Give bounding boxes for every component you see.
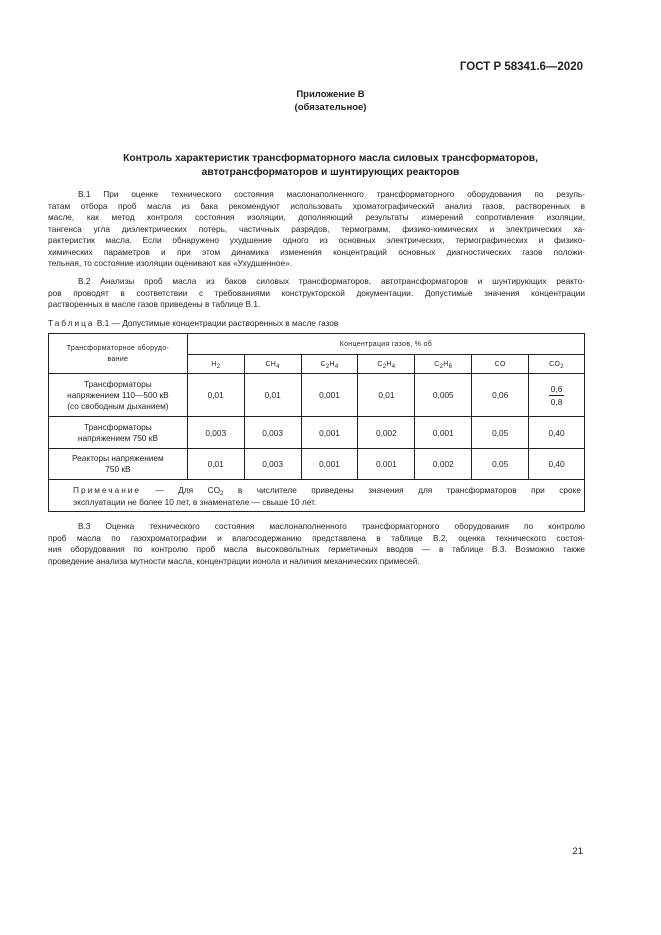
value-cell: 0,002 xyxy=(358,417,415,449)
paragraph-line: проб масла по газохроматографии и влагосодержанию представлена в таблице В.2, оценка технического состоя- xyxy=(48,532,585,543)
gas-header-co2: $CO_2$ xyxy=(529,355,585,374)
equipment-cell: Трансформаторы напряжением 750 кВ xyxy=(49,417,188,449)
value-cell: 0,001 xyxy=(301,374,358,417)
table-note xyxy=(49,480,585,512)
value-cell: 0,002 xyxy=(415,449,472,480)
table-row xyxy=(49,374,585,417)
value-cell: 0,001 xyxy=(301,417,358,449)
gas-header-c2h4-second: $C_2H_4$ xyxy=(358,355,415,374)
gas-header-ch4: $CH_4$ xyxy=(244,355,301,374)
value-cell: 0,01 xyxy=(187,449,244,480)
paragraph-line: масле, как метод контроля состояния изоляции, дополняющий результаты измерений сопротивления изоляции, xyxy=(48,212,585,222)
table-row xyxy=(49,417,585,449)
value-cell: 0,01 xyxy=(244,374,301,417)
paragraph-line: татам отбора проб масла из бака рекомендуют использовать хроматографический анализ газов, растворенных в xyxy=(48,200,585,211)
gas-header-c2h6: $C_2H_6$ xyxy=(415,355,472,374)
value-cell: 0,05 xyxy=(472,417,529,449)
standard-designation: ГОСТ Р 58341.6—2020 xyxy=(459,61,583,73)
value-cell: 0,003 xyxy=(244,449,301,480)
section-title xyxy=(60,152,601,180)
paragraph-line: ния оборудования по контролю проб масла высоковольтных герметичных вводов — в таблице В.3. Возможно также xyxy=(48,544,585,554)
concentration-group-header: Концентрация газов, % об xyxy=(187,334,584,355)
paragraph-b1 xyxy=(48,189,585,270)
equipment-header-line: Трансформаторное оборудо- xyxy=(66,344,170,352)
appendix-title: Приложение В xyxy=(296,89,365,100)
value-cell: 0,001 xyxy=(358,449,415,480)
equipment-column-header xyxy=(49,334,188,374)
paragraph-line: ров проводят в соответствии с требованиями конструкторской документации. Допустимые значения концентрации xyxy=(48,287,585,298)
gas-header-c2h4: $C_2H_4$ xyxy=(301,355,358,374)
section-title-line: Контроль характеристик трансформаторного масла силовых трансформаторов, xyxy=(123,153,538,164)
paragraph-line: В.3 Оценка технического состояния маслонаполненного трансформаторного оборудования по контролю xyxy=(78,521,585,531)
co2-fraction xyxy=(549,383,565,408)
section-title-line: автотрансформаторов и шунтирующих реакторов xyxy=(201,167,460,178)
note-line: Примечание — Для $CO_2$ в числителе приведены значения для трансформаторов при сроке xyxy=(73,485,581,497)
value-cell: 0,01 xyxy=(187,374,244,417)
value-cell: 0,003 xyxy=(244,417,301,449)
appendix-status: (обязательное) xyxy=(294,102,367,113)
paragraph-line: тангенса угла диэлектрических потерь, частичных разрядов, термограмм, физико-химических и электрических ха- xyxy=(48,223,585,234)
value-cell: 0,40 xyxy=(529,449,585,480)
co2-numerator: 0,6 xyxy=(550,383,563,394)
paragraph-line: В.1 При оценке технического состояния маслонаполненного трансформаторного оборудования по резуль- xyxy=(78,189,585,199)
paragraph-line: растворенных в масле газов приведены в таблице В.1. xyxy=(48,299,261,309)
value-cell: 0,05 xyxy=(472,449,529,480)
value-cell: 0,003 xyxy=(187,417,244,449)
value-cell: 0,001 xyxy=(301,449,358,480)
value-cell: 0,40 xyxy=(529,417,585,449)
equipment-header-line: вание xyxy=(107,355,129,363)
paragraph-line: В.2 Анализы проб масла из баков силовых трансформаторов, автотрансформаторов и шунтирующих реакто- xyxy=(78,276,585,286)
value-cell: 0,06 xyxy=(472,374,529,417)
paragraph-line: химических параметров и при этом динамика изменения концентраций основных диагностических газов положи- xyxy=(48,246,585,257)
table-note-row xyxy=(49,480,585,512)
paragraph-line: проведение анализа мутности масла, концентрации ионола и наличия механических примесей. xyxy=(48,555,420,566)
value-cell: 0,005 xyxy=(415,374,472,417)
paragraph-b2 xyxy=(48,276,585,311)
table-caption-text: В.1 — Допустимые концентрации растворенных в масле газов xyxy=(94,318,339,328)
equipment-cell: Реакторы напряжением 750 кВ xyxy=(49,449,188,480)
table-caption-label: Таблица xyxy=(48,318,95,328)
table-row xyxy=(49,449,585,480)
equipment-cell: Трансформаторы напряжением 110—500 кВ (со свободным дыханием) xyxy=(49,374,188,417)
gas-header-h2: $H_2$ xyxy=(187,355,244,374)
page-number: 21 xyxy=(572,846,583,857)
paragraph-b3 xyxy=(48,521,585,567)
paragraph-line: рактеристик масла. Если обнаружено ухудшение одного из основных электрических, термографических и физико- xyxy=(48,235,585,245)
gas-header-co: CO xyxy=(472,355,529,374)
gas-concentration-table xyxy=(48,333,585,512)
paragraph-line: тельная, то состояние изоляции оценивают как «Ухудшенное». xyxy=(48,258,293,268)
value-cell: 0,01 xyxy=(358,374,415,417)
co2-denominator: 0,8 xyxy=(550,396,563,407)
value-cell: 0,001 xyxy=(415,417,472,449)
co2-fraction-cell xyxy=(529,374,585,417)
note-line: эксплуатации не более 10 лет, в знаменателе — свыше 10 лет. xyxy=(73,496,317,507)
table-caption xyxy=(48,318,338,328)
